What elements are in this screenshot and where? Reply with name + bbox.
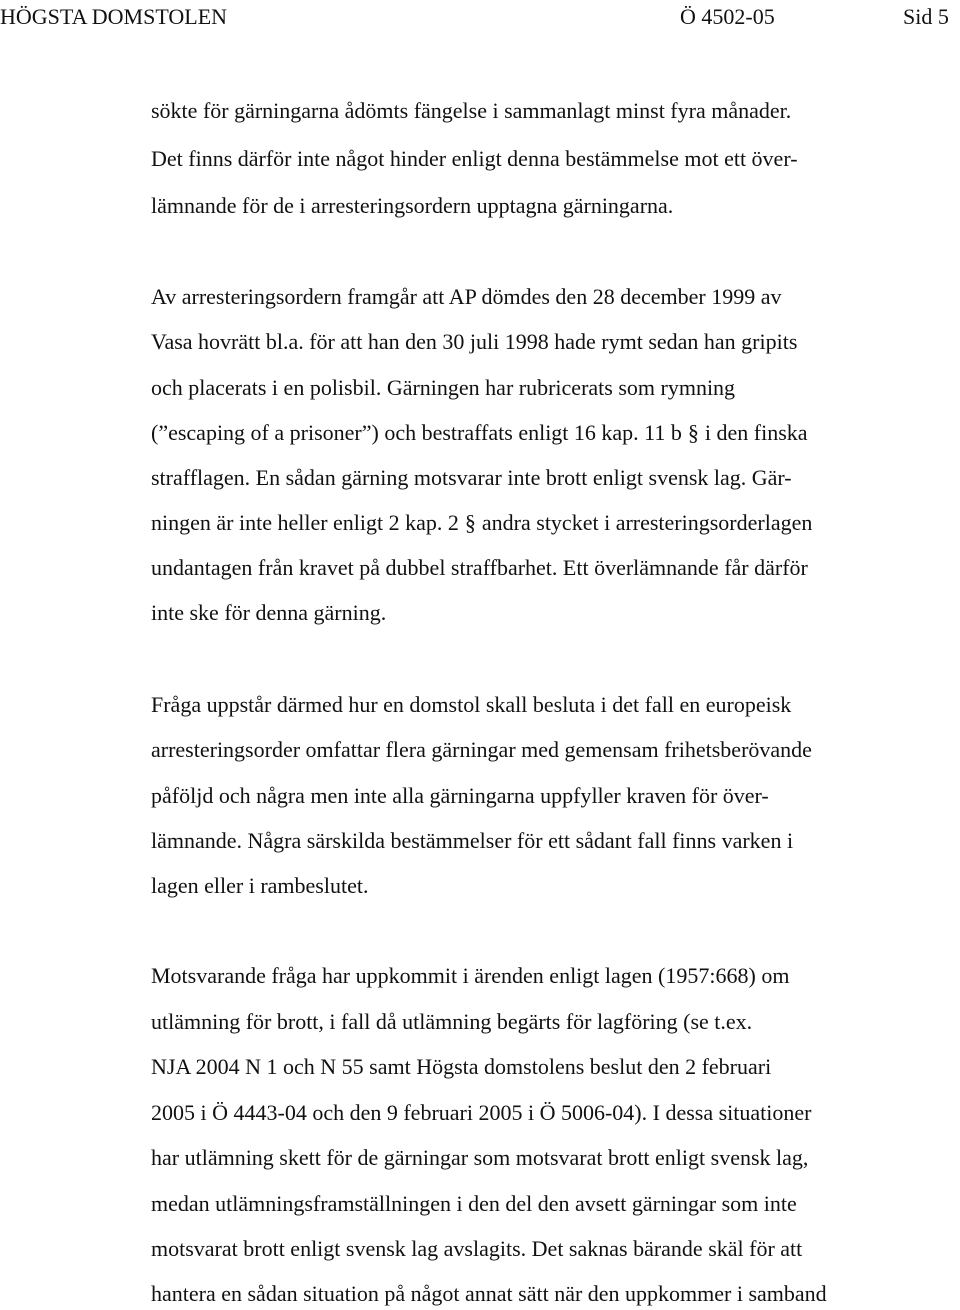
text-line: medan utlämningsframställningen i den del den avsett gärningar som inte (151, 1191, 797, 1216)
text-line: hantera en sådan situation på något annat sätt när den uppkommer i samband (151, 1281, 827, 1306)
text-line: har utlämning skett för de gärningar som motsvarat brott enligt svensk lag, (151, 1145, 809, 1170)
text-line (151, 509, 812, 537)
text-line: lämnande. Några särskilda bestämmelser för ett sådant fall finns varken i (151, 828, 794, 853)
text-line: Motsvarande fråga har uppkommit i ärenden enligt lagen (1957:668) om (151, 963, 790, 988)
text-line: arresteringsorder omfattar flera gärningar med gemensam frihetsberövande (151, 737, 812, 762)
text-line: lagen eller i rambeslutet. (151, 873, 369, 898)
text-line: och placerats i en polisbil. Gärningen har rubricerats som rymning (151, 375, 736, 400)
court-name: HÖGSTA DOMSTOLEN (0, 4, 228, 29)
text-segment: ningen är inte heller enligt 2 kap. 2 (151, 510, 459, 535)
section-sign: § (464, 510, 476, 535)
text-line: motsvarat brott enligt svensk lag avslagits. Det saknas bärande skäl för att (151, 1236, 803, 1261)
text-line: NJA 2004 N 1 och N 55 samt Högsta domstolens beslut den 2 februari (151, 1054, 772, 1079)
text-line: Vasa hovrätt bl.a. för att han den 30 juli 1998 hade rymt sedan han gripits (151, 329, 798, 354)
text-line: utlämning för brott, i fall då utlämning begärts för lagföring (se t.ex. (151, 1009, 753, 1034)
text-segment: (”escaping of a prisoner”) och bestraffats enligt 16 kap. 11 b (151, 420, 682, 445)
text-segment: i den finska (704, 420, 808, 445)
text-line: sökte för gärningarna ådömts fängelse i sammanlagt minst fyra månader. (151, 98, 792, 123)
text-line: inte ske för denna gärning. (151, 600, 387, 625)
text-line: strafflagen. En sådan gärning motsvarar inte brott enligt svensk lag. Gär- (151, 465, 792, 490)
text-line: påföljd och några men inte alla gärningarna uppfyller kraven för över- (151, 783, 769, 808)
text-line (151, 419, 808, 447)
text-line: Av arresteringsordern framgår att AP dömdes den 28 december 1999 av (151, 284, 782, 309)
section-sign: § (687, 420, 699, 445)
text-segment: andra stycket i arresteringsorderlagen (481, 510, 813, 535)
text-line: lämnande för de i arresteringsordern upptagna gärningarna. (151, 193, 674, 218)
text-line: Fråga uppstår därmed hur en domstol skall besluta i det fall en europeisk (151, 692, 792, 717)
text-line: undantagen från kravet på dubbel straffbarhet. Ett överlämnande får därför (151, 555, 808, 580)
case-number: Ö 4502-05 (680, 4, 775, 29)
text-line: Det finns därför inte något hinder enligt denna bestämmelse mot ett över- (151, 146, 798, 171)
page-number: Sid 5 (903, 4, 949, 29)
text-line: 2005 i Ö 4443-04 och den 9 februari 2005 i Ö 5006-04). I dessa situationer (151, 1100, 812, 1125)
page-header (0, 2, 960, 32)
